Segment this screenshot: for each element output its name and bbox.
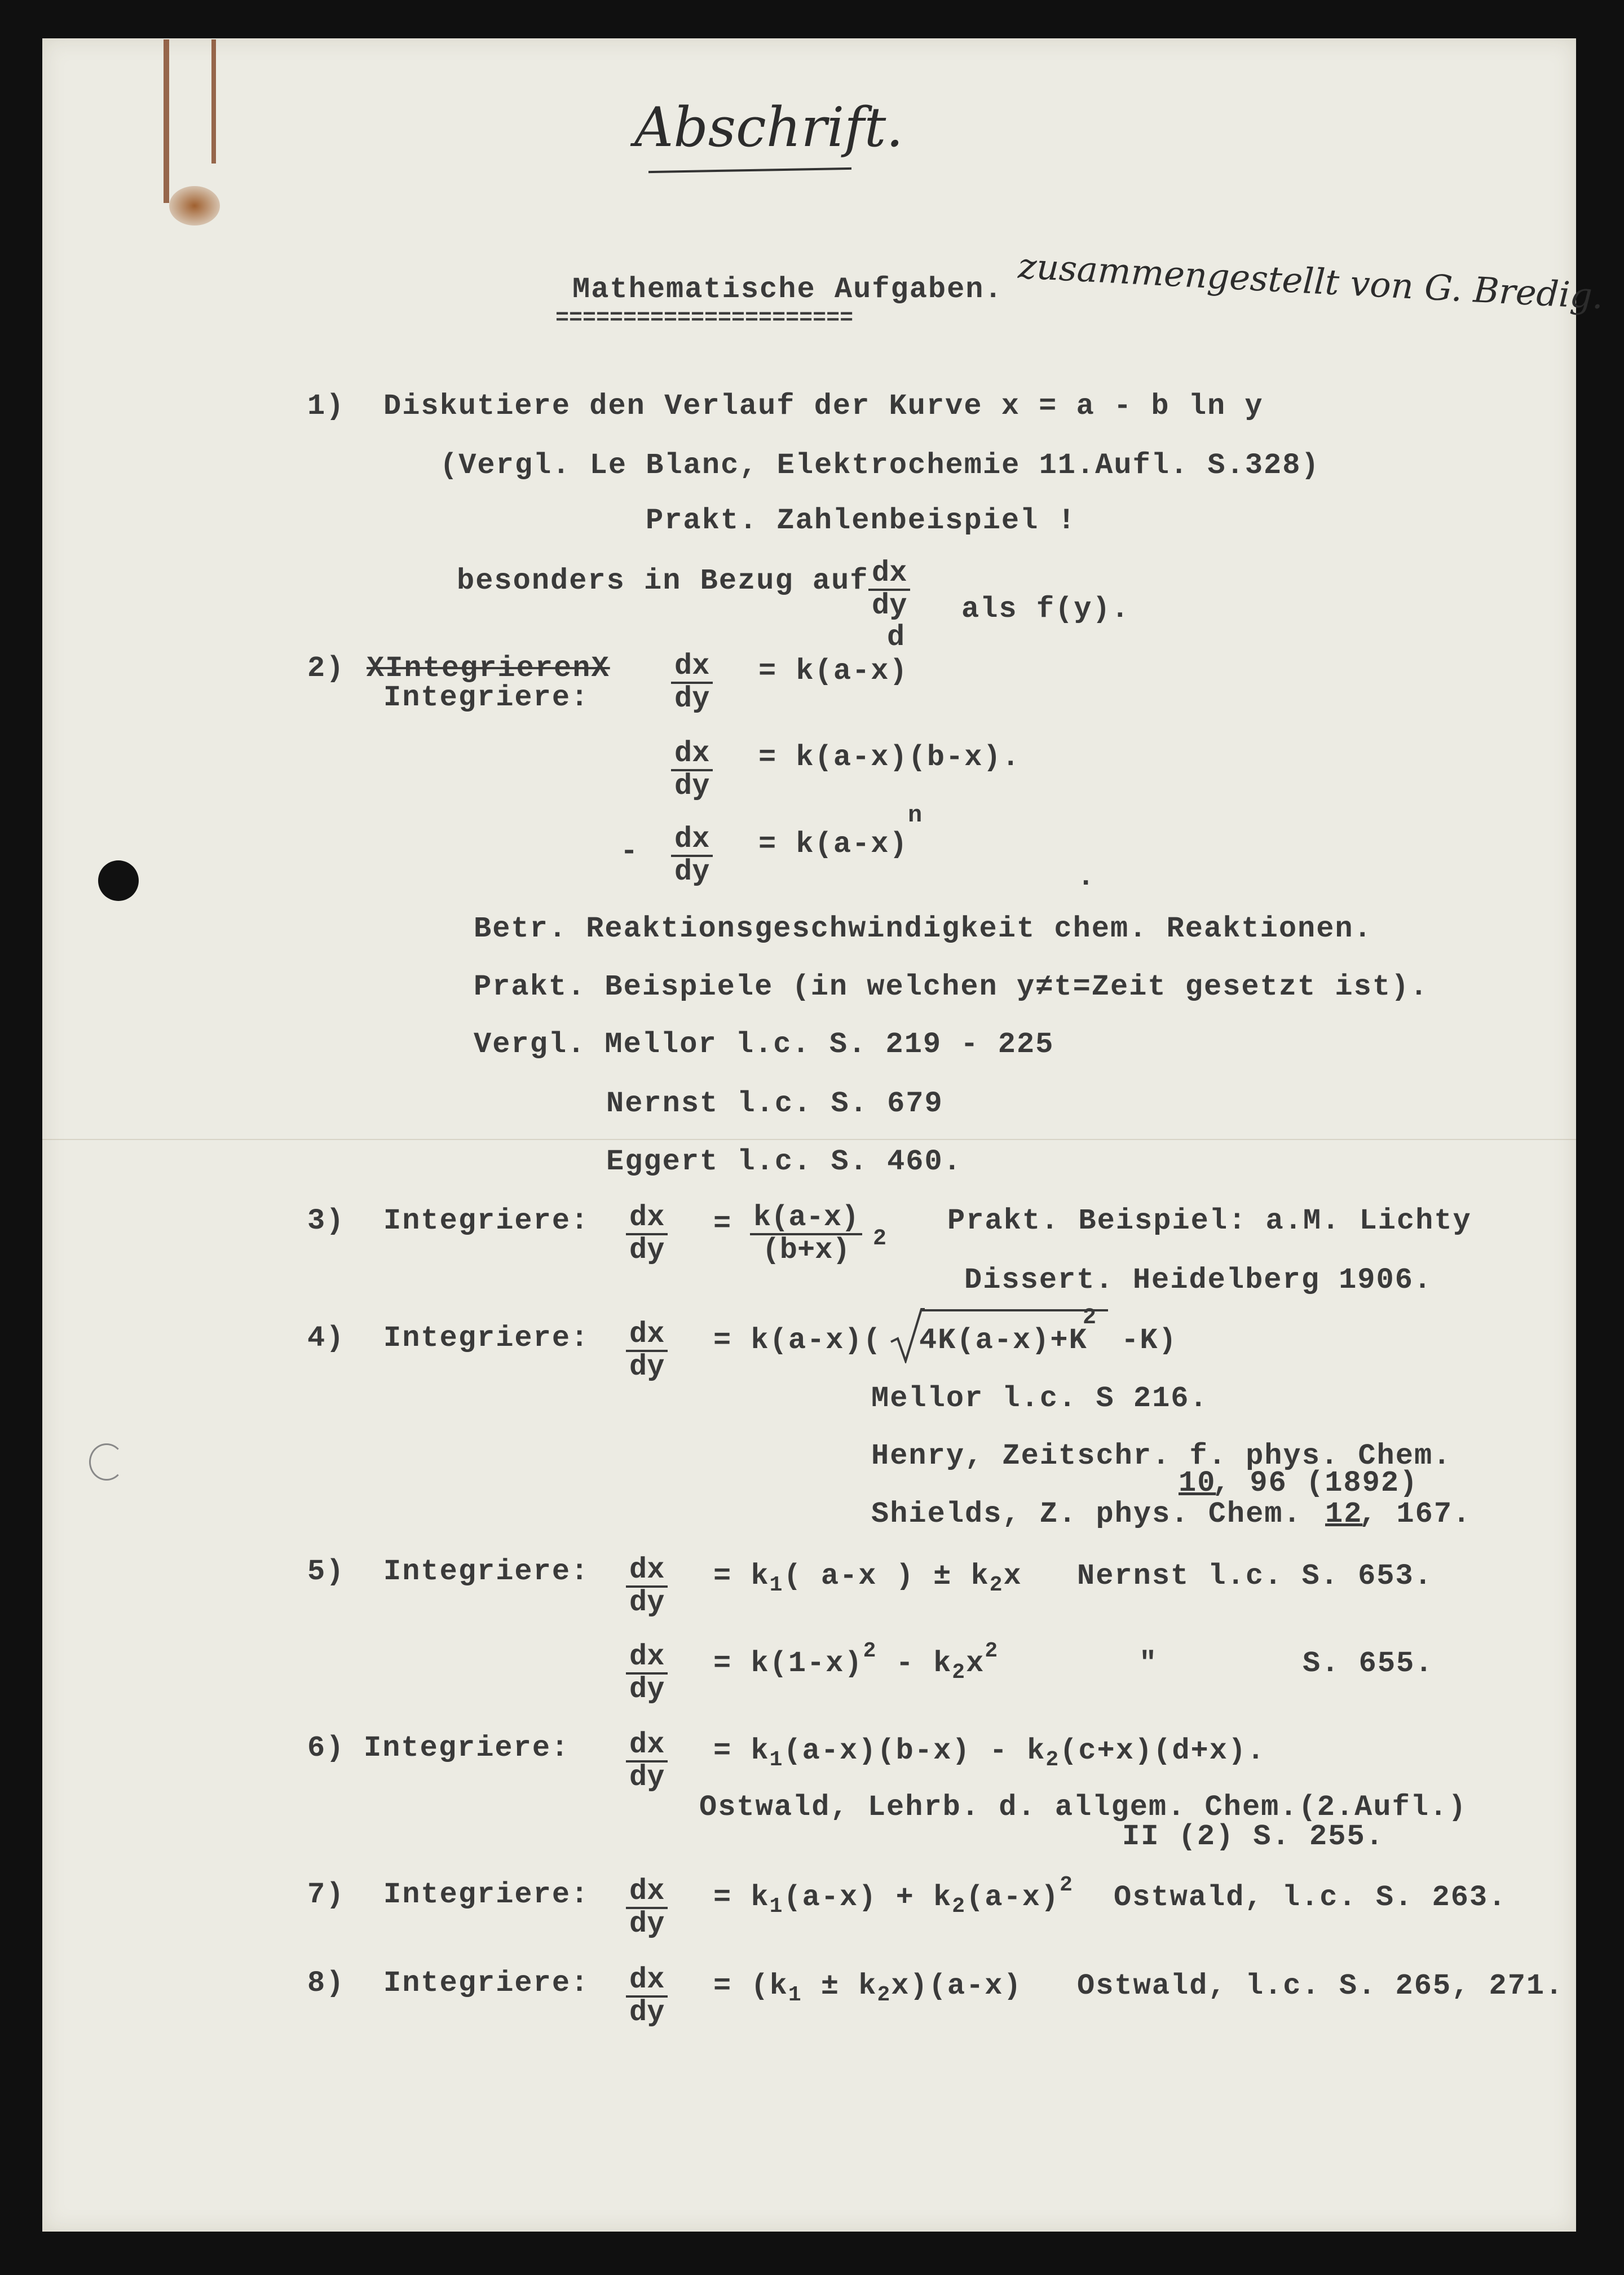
subscript: 2 <box>1045 1748 1060 1772</box>
item-6-ref1: Ostwald, Lehrb. d. allgem. Chem.(2.Aufl.) <box>699 1791 1467 1824</box>
rhs-part: - k <box>877 1647 952 1680</box>
rhs-part: ± k <box>802 1969 877 2003</box>
item-4-ref3-volume: 12 <box>1325 1497 1363 1531</box>
fraction-denominator: dy <box>674 855 710 889</box>
rhs-part: ( a-x ) ± k <box>783 1560 990 1593</box>
superscript: 2 <box>863 1639 877 1663</box>
rhs-part: = k <box>713 1734 770 1768</box>
fraction-denominator: dy <box>629 1234 665 1267</box>
item-6-rhs <box>713 1734 1266 1772</box>
item-4-ref3-start: Shields, Z. phys. Chem. <box>871 1497 1321 1531</box>
item-5-eq1-fraction <box>626 1555 668 1618</box>
fraction-numerator: dx <box>626 1730 668 1762</box>
item-3-rhs-fraction <box>750 1203 862 1266</box>
item-7-number: 7) <box>307 1878 345 1911</box>
item-8-fraction <box>626 1965 668 2028</box>
rhs-part: (c+x)(d+x). <box>1060 1734 1266 1768</box>
item-2-ref3: Eggert l.c. S. 460. <box>606 1145 962 1178</box>
subscript: 1 <box>769 1748 784 1772</box>
item-4-number: 4) <box>307 1322 345 1355</box>
superscript: 2 <box>985 1639 999 1663</box>
fraction-denominator: dy <box>629 1586 665 1619</box>
fraction-numerator: dx <box>626 1319 668 1352</box>
item-4-rhs-end: -K) <box>1102 1324 1177 1357</box>
item-2-eq1-rhs: = k(a-x) <box>758 655 908 688</box>
rhs-part: = k <box>713 1560 770 1593</box>
fraction-denominator: dy <box>674 682 710 715</box>
rhs-part: = k(1-x) <box>713 1647 863 1680</box>
item-2-eq2-rhs: = k(a-x)(b-x). <box>758 741 1021 774</box>
subscript: 1 <box>769 1573 784 1597</box>
item-4-ref3-end: , 167. <box>1359 1497 1472 1531</box>
staple-mark-right <box>211 39 216 164</box>
item-6-label: Integriere: <box>364 1731 570 1765</box>
item-7-ref: Ostwald, l.c. S. 263. <box>1114 1881 1507 1914</box>
fraction-numerator: k(a-x) <box>750 1203 862 1235</box>
item-1-extra-before: besonders in Bezug auf <box>457 564 869 598</box>
punch-hole-outline <box>89 1443 124 1481</box>
item-6-number: 6) <box>307 1731 345 1765</box>
item-2-label: Integriere: <box>383 681 590 714</box>
rhs-part: x)(a-x) <box>891 1969 1022 2003</box>
item-4-ref2-volume: 10 <box>1179 1466 1216 1500</box>
fraction-numerator: dx <box>626 1965 668 1998</box>
fraction-denominator: dy <box>872 589 907 622</box>
item-1-number: 1) <box>307 390 345 423</box>
item-1-extra-after: als f(y). <box>961 593 1130 626</box>
item-3-ref1: Prakt. Beispiel: a.M. Lichty <box>947 1204 1472 1238</box>
item-8-label: Integriere: <box>383 1967 590 2000</box>
rhs-part: (a-x)(b-x) - k <box>783 1734 1046 1768</box>
fraction-denominator: dy <box>629 1673 665 1706</box>
item-4-rhs-start: = k(a-x)( <box>713 1324 882 1357</box>
fraction-denominator: dy <box>629 1350 665 1384</box>
item-5-eq2-rhs <box>713 1639 999 1685</box>
item-2-eq3-fraction <box>671 824 713 887</box>
fraction-denominator: dy <box>629 1907 665 1941</box>
superscript: 2 <box>1060 1873 1074 1897</box>
title-double-underline: ====================== <box>555 306 854 331</box>
item-8-ref: Ostwald, l.c. S. 265, 271. <box>1077 1969 1564 2003</box>
stray-dot: . <box>1077 860 1096 894</box>
item-3-label: Integriere: <box>383 1204 590 1238</box>
item-3-number: 3) <box>307 1204 345 1238</box>
subscript: 1 <box>769 1894 784 1919</box>
item-4-root: 4K(a-x)+K <box>919 1324 1088 1357</box>
subscript: 1 <box>788 1983 802 2007</box>
rhs-part: = (k <box>713 1969 788 2003</box>
rhs-part: x <box>1003 1560 1022 1593</box>
subscript: 2 <box>952 1894 967 1919</box>
punch-hole <box>98 860 139 901</box>
item-1-ref: (Vergl. Le Blanc, Elektrochemie 11.Aufl. S.328) <box>440 449 1320 482</box>
item-5-eq1-rhs <box>713 1560 1022 1597</box>
item-2-eq2-fraction <box>671 739 713 802</box>
item-3-equals: = <box>713 1207 732 1240</box>
fraction-numerator: dx <box>626 1203 668 1235</box>
handwritten-title: Abschrift. <box>634 96 903 159</box>
subscript: 2 <box>952 1660 967 1685</box>
item-1-fraction <box>868 558 910 621</box>
fold-crease <box>42 1139 1576 1140</box>
item-5-ditto: " <box>1139 1647 1158 1680</box>
fraction-numerator: dx <box>671 651 713 684</box>
fraction-numerator: dx <box>626 1555 668 1588</box>
fraction-denominator: dy <box>629 1996 665 2029</box>
subscript: 2 <box>989 1573 1004 1597</box>
item-3-fraction <box>626 1203 668 1266</box>
item-2-eq1-fraction <box>671 651 713 714</box>
staple-mark-left <box>164 39 169 203</box>
item-8-rhs <box>713 1969 1022 2007</box>
item-5-number: 5) <box>307 1555 345 1588</box>
item-5-eq2-fraction <box>626 1642 668 1705</box>
item-2-eq3-prefix: - <box>620 835 639 868</box>
sqrt-vinculum <box>922 1309 1108 1311</box>
item-2-note2: Prakt. Beispiele (in welchen y≠t=Zeit gesetzt ist). <box>474 970 1429 1004</box>
fraction-numerator: dx <box>626 1876 668 1909</box>
item-7-fraction <box>626 1876 668 1940</box>
fraction-denominator: dy <box>629 1761 665 1794</box>
item-4-exponent: 2 <box>1083 1305 1098 1331</box>
item-4-ref1: Mellor l.c. S 216. <box>871 1382 1208 1415</box>
item-1-frac-below: d <box>887 621 906 654</box>
fraction-denominator: dy <box>674 770 710 803</box>
item-2-struck-text: XIntegrierenX <box>367 652 610 685</box>
item-4-ref2-rest: , 96 (1892) <box>1212 1466 1419 1500</box>
page-title: Mathematische Aufgaben. <box>572 273 1003 306</box>
item-1-text: Diskutiere den Verlauf der Kurve x = a - b ln y <box>383 390 1264 423</box>
item-2-note1: Betr. Reaktionsgeschwindigkeit chem. Reaktionen. <box>474 912 1373 946</box>
item-4-label: Integriere: <box>383 1322 590 1355</box>
rust-stain <box>169 186 220 226</box>
item-2-eq3-exponent: n <box>908 802 924 829</box>
fraction-denominator: (b+x) <box>762 1234 850 1267</box>
rhs-part: x <box>966 1647 985 1680</box>
rhs-part: (a-x) <box>966 1881 1060 1914</box>
item-3-ref2: Dissert. Heidelberg 1906. <box>964 1264 1433 1297</box>
fraction-numerator: dx <box>671 739 713 771</box>
item-6-ref2: II (2) S. 255. <box>1122 1820 1384 1853</box>
item-1-example: Prakt. Zahlenbeispiel ! <box>646 504 1076 537</box>
item-4-fraction <box>626 1319 668 1382</box>
item-6-fraction <box>626 1730 668 1793</box>
rhs-part: = k <box>713 1881 770 1914</box>
item-5-label: Integriere: <box>383 1555 590 1588</box>
item-5-eq1-ref: Nernst l.c. S. 653. <box>1077 1560 1433 1593</box>
fraction-numerator: dx <box>626 1642 668 1675</box>
item-7-rhs <box>713 1873 1074 1919</box>
fraction-numerator: dx <box>868 558 910 591</box>
subscript: 2 <box>877 1983 892 2007</box>
item-2-eq3-rhs: = k(a-x) <box>758 828 908 861</box>
item-2-number: 2) <box>307 652 345 685</box>
item-5-eq2-ref: S. 655. <box>1303 1647 1434 1680</box>
handwritten-note: zusammengestellt von G. Bredig. <box>1017 245 1605 317</box>
fraction-numerator: dx <box>671 824 713 857</box>
item-7-label: Integriere: <box>383 1878 590 1911</box>
item-8-number: 8) <box>307 1967 345 2000</box>
item-4-ref2: Henry, Zeitschr. f. phys. Chem. <box>871 1439 1452 1473</box>
rhs-part: (a-x) + k <box>783 1881 952 1914</box>
item-2-ref1: Vergl. Mellor l.c. S. 219 - 225 <box>474 1028 1054 1061</box>
item-2-ref2: Nernst l.c. S. 679 <box>606 1087 943 1120</box>
item-3-exponent: 2 <box>873 1226 888 1252</box>
